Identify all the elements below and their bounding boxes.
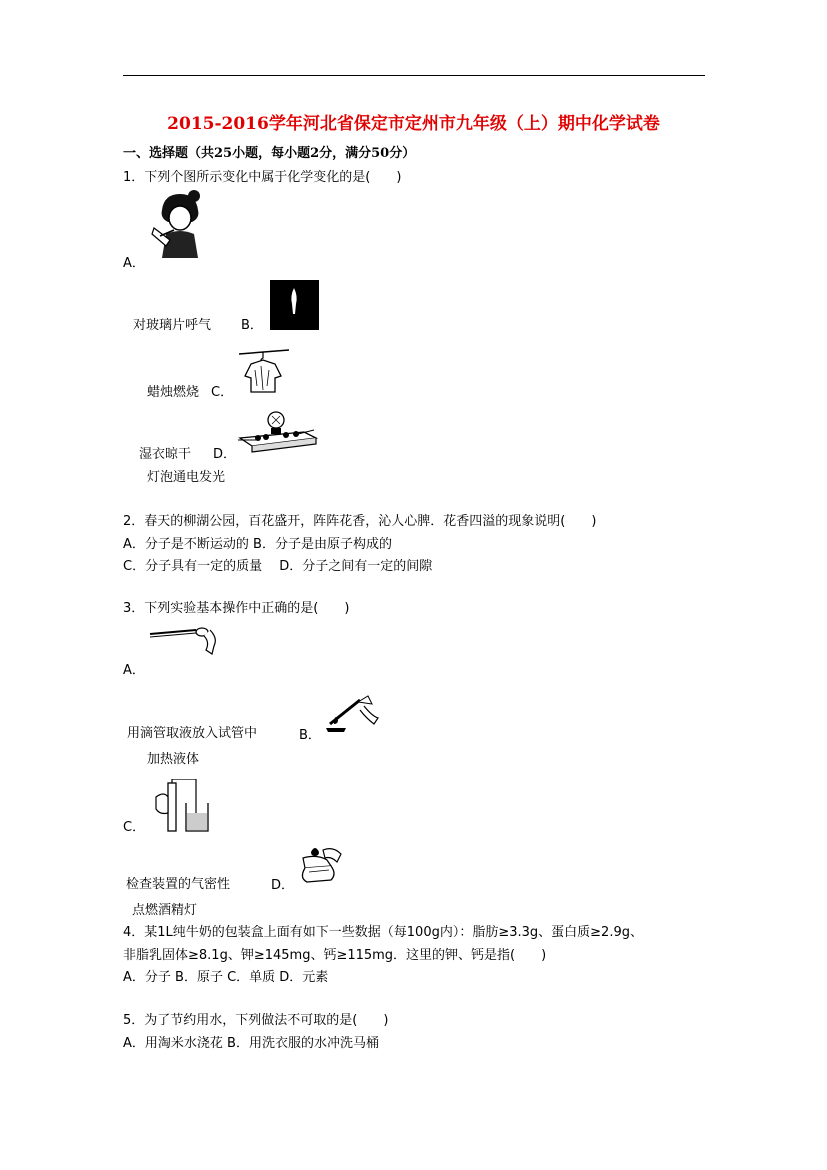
alcohol-lamp-figure xyxy=(297,844,347,884)
heating-liquid-figure xyxy=(324,694,380,734)
q1-c-letter: C． xyxy=(211,385,234,400)
q1-d-caption: 灯泡通电发光 xyxy=(147,470,226,485)
q1-a-letter: A． xyxy=(123,256,145,271)
q2-options-line2: C．分子具有一定的质量 D．分子之间有一定的间隙 xyxy=(123,559,433,574)
q3-c-caption: 检查装置的气密性 xyxy=(126,877,231,892)
q4-stem-line2: 非脂乳固体≥8.1g、钾≥145mg、钙≥115mg．这里的钾、钙是指( ) xyxy=(123,948,547,963)
candle-figure xyxy=(270,280,319,330)
q4-options: A．分子 B．原子 C．单质 D．元素 xyxy=(123,970,329,985)
q4-stem-line1: 4．某1L纯牛奶的包装盒上面有如下一些数据（每100g内）：脂肪≥3.3g、蛋白质≥2.9g、 xyxy=(123,925,643,940)
q1-a-caption: 对玻璃片呼气 xyxy=(133,318,212,333)
q3-a-letter: A． xyxy=(123,663,145,678)
header-rule xyxy=(123,75,705,76)
drying-clothes-figure xyxy=(237,346,291,396)
q5-stem: 5．为了节约用水，下列做法不可取的是( ) xyxy=(123,1013,389,1028)
exam-title: 2015-2016学年河北省保定市定州市九年级（上）期中化学试卷 xyxy=(167,114,660,134)
airtightness-check-figure xyxy=(150,779,210,835)
q3-d-letter: D． xyxy=(271,878,295,893)
q1-d-letter: D． xyxy=(213,447,237,462)
q1-b-caption: 蜡烛燃烧 xyxy=(147,385,200,400)
q3-b-caption: 加热液体 xyxy=(147,752,200,767)
q3-stem: 3．下列实验基本操作中正确的是( ) xyxy=(123,601,350,616)
section-heading: 一、选择题（共25小题，每小题2分，满分50分） xyxy=(123,146,416,161)
light-bulb-circuit-figure xyxy=(236,410,318,454)
girl-breathing-figure xyxy=(148,188,208,262)
q3-c-letter: C． xyxy=(123,820,146,835)
q3-b-letter: B． xyxy=(299,728,321,743)
dropper-figure xyxy=(148,624,220,658)
q2-options-line1: A．分子是不断运动的 B．分子是由原子构成的 xyxy=(123,537,392,552)
q3-d-caption: 点燃酒精灯 xyxy=(132,903,198,918)
q1-b-letter: B． xyxy=(241,318,263,333)
q3-a-caption: 用滴管取液放入试管中 xyxy=(127,726,258,741)
q1-c-caption: 湿衣晾干 xyxy=(139,447,192,462)
q5-options: A．用淘米水浇花 B．用洗衣服的水冲洗马桶 xyxy=(123,1036,379,1051)
q2-stem: 2．春天的柳湖公园，百花盛开，阵阵花香，沁人心脾．花香四溢的现象说明( ) xyxy=(123,514,597,529)
q1-stem: 1．下列个图所示变化中属于化学变化的是( ) xyxy=(123,170,402,185)
